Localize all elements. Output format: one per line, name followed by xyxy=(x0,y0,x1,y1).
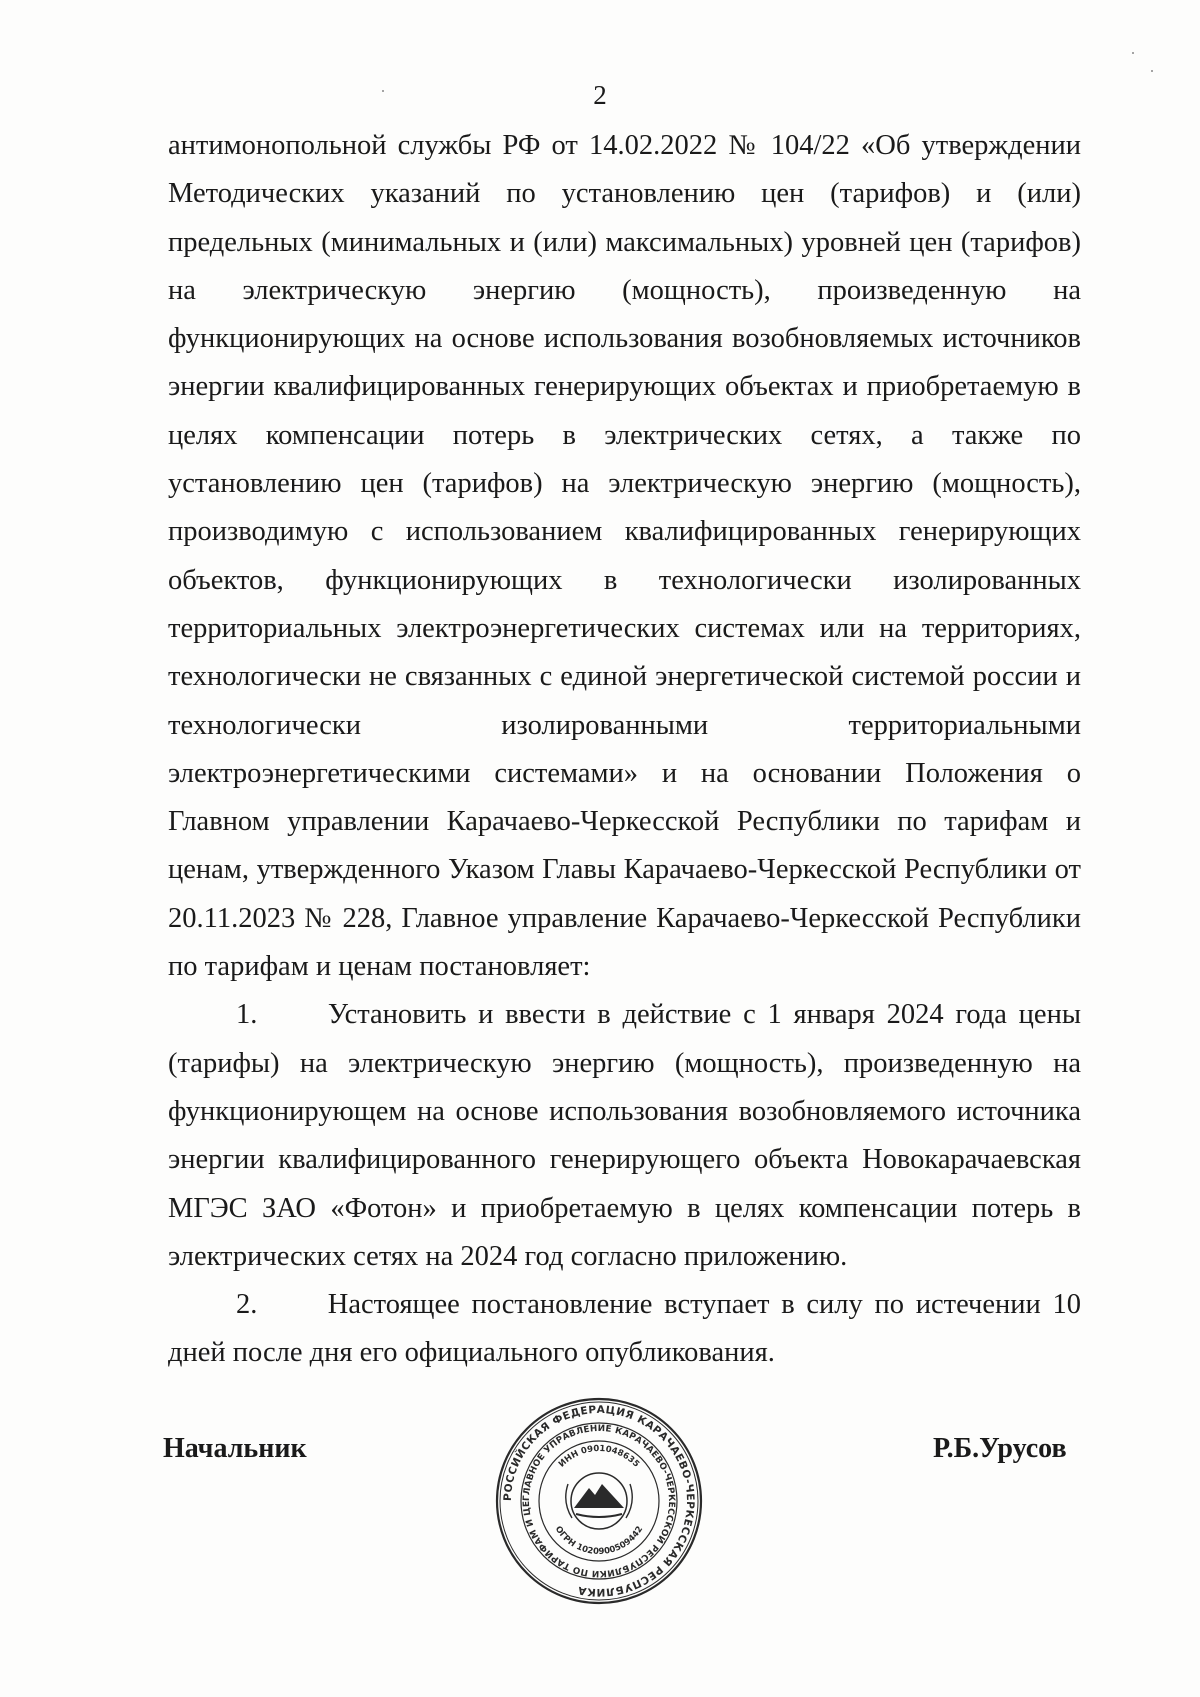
text-line: ценам, утвержденного Указом Главы Карачаево-Черкесской Республики от xyxy=(168,854,1081,886)
svg-text:ИНН 0901048635 xyxy=(557,1444,641,1470)
text-line: технологически изолированными территориальными xyxy=(168,709,1081,741)
seal-middle-text: ГЛАВНОЕ УПРАВЛЕНИЕ КАРАЧАЕВО-ЧЕРКЕССКОЙ РЕСПУБЛИКИ ПО ТАРИФАМ И ЦЕ xyxy=(521,1423,677,1579)
text-line: МГЭС ЗАО «Фотон» и приобретаемую в целях компенсации потерь в xyxy=(168,1192,1081,1224)
text-line: предельных (минимальных и (или) максимальных) уровней цен (тарифов) xyxy=(168,226,1081,258)
text-line: (тарифы) на электрическую энергию (мощность), произведенную на xyxy=(168,1047,1081,1079)
text-line: функционирующем на основе использования возобновляемого источника xyxy=(168,1095,1081,1127)
official-seal xyxy=(494,1396,704,1606)
scan-speck xyxy=(1132,52,1134,54)
scan-speck xyxy=(1151,70,1153,72)
text-line: функционирующих на основе использования возобновляемых источников xyxy=(168,323,1081,355)
seal-outer-text: РОССИЙСКАЯ ФЕДЕРАЦИЯ КАРАЧАЕВО-ЧЕРКЕССКАЯ РЕСПУБЛИКА xyxy=(501,1403,697,1599)
seal-inn-text: ИНН 0901048635 xyxy=(556,1443,642,1470)
decree-item-1 xyxy=(168,991,1081,1281)
text-line: по тарифам и ценам постановляет: xyxy=(168,951,591,983)
text-line: энергии квалифицированного генерирующего объекта Новокарачаевская xyxy=(168,1144,1081,1176)
page-number: 2 xyxy=(593,80,607,110)
text-line: объектов, функционирующих в технологически изолированных xyxy=(168,564,1081,596)
text-line: электрических сетях на 2024 год согласно приложению. xyxy=(168,1240,848,1272)
text-line: установлению цен (тарифов) на электрическую энергию (мощность), xyxy=(168,468,1081,500)
scan-speck xyxy=(382,90,384,92)
text-line: электроэнергетическими системами» и на основании Положения о xyxy=(168,757,1081,789)
decree-item-2 xyxy=(168,1281,1081,1378)
text-line: 1. Установить и ввести в действие с 1 января 2024 года цены xyxy=(236,999,1081,1031)
text-line: антимонопольной службы РФ от 14.02.2022 № 104/22 «Об утверждении xyxy=(168,130,1081,161)
text-line: на электрическую энергию (мощность), произведенную на xyxy=(168,274,1081,306)
seal-emblem-icon xyxy=(566,1473,633,1529)
text-line: целях компенсации потерь в электрических сетях, а также по xyxy=(168,419,1081,451)
signatory-name: Р.Б.Урусов xyxy=(933,1433,1067,1464)
text-line: технологически не связанных с единой энергетической системой россии и xyxy=(168,661,1081,693)
preamble-paragraph xyxy=(168,122,1081,991)
text-line: 2. Настоящее постановление вступает в силу по истечении 10 xyxy=(236,1289,1081,1321)
seal-ogrn-text: ОГРН 1020900509442 xyxy=(552,1524,646,1558)
text-line: 20.11.2023 № 228, Главное управление Карачаево-Черкесской Республики xyxy=(168,902,1081,934)
text-line: Главном управлении Карачаево-Черкесской Республики по тарифам и xyxy=(168,806,1081,838)
text-line: энергии квалифицированных генерирующих объектах и приобретаемую в xyxy=(168,371,1081,403)
document-body xyxy=(168,122,1081,1378)
text-line: дней после дня его официального опубликования. xyxy=(168,1337,775,1369)
text-line: территориальных электроэнергетических системах или на территориях, xyxy=(168,612,1081,644)
text-line: производимую с использованием квалифицированных генерирующих xyxy=(168,516,1081,548)
text-line: Методических указаний по установлению цен (тарифов) и (или) xyxy=(168,178,1081,210)
signatory-title: Начальник xyxy=(163,1433,307,1464)
